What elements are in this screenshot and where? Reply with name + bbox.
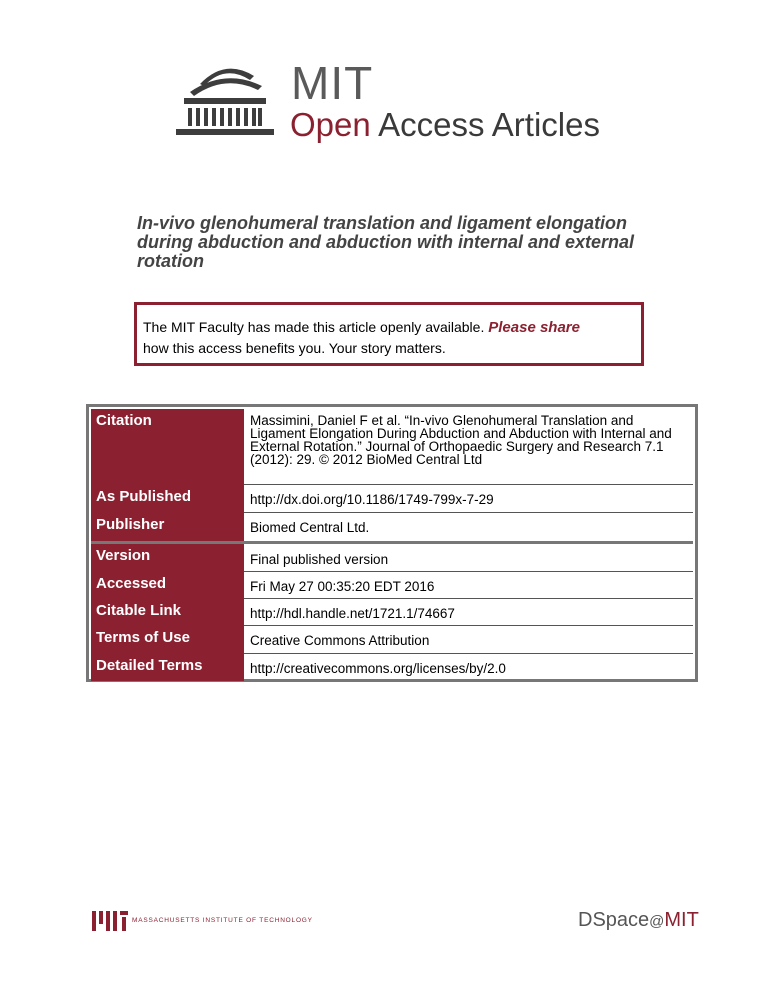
dspace-at: @ bbox=[649, 913, 665, 930]
terms-row bbox=[91, 626, 693, 654]
publisher-row bbox=[91, 513, 693, 541]
share-outro: how this access benefits you. Your story matters. bbox=[143, 340, 446, 356]
dspace-mit: MIT bbox=[664, 909, 699, 931]
mit-open-access-logo bbox=[172, 57, 602, 143]
citable-link-row bbox=[91, 599, 693, 626]
published-label: As Published bbox=[91, 485, 244, 513]
logo-access-articles-text: Access Articles bbox=[370, 106, 600, 143]
please-share-link[interactable]: Please share bbox=[488, 319, 580, 336]
dome-building-icon bbox=[172, 60, 278, 136]
terms-value: Creative Commons Attribution bbox=[244, 626, 693, 654]
publisher-value: Biomed Central Ltd. bbox=[250, 520, 370, 535]
logo-open-text: Open bbox=[290, 106, 371, 143]
accessed-value: Fri May 27 00:35:20 EDT 2016 bbox=[244, 572, 693, 599]
mit-logo-icon bbox=[92, 911, 128, 931]
footer-mit-logo bbox=[92, 911, 313, 931]
published-value[interactable]: http://dx.doi.org/10.1186/1749-799x-7-29 bbox=[244, 485, 693, 513]
detailed-terms-label: Detailed Terms bbox=[91, 654, 244, 681]
detailed-terms-value[interactable]: http://creativecommons.org/licenses/by/2.0 bbox=[250, 661, 506, 676]
share-box bbox=[134, 302, 644, 366]
detailed-terms-row bbox=[91, 654, 693, 681]
share-text bbox=[143, 317, 643, 358]
footer-institute-name: MASSACHUSETTS INSTITUTE OF TECHNOLOGY bbox=[132, 917, 313, 924]
dspace-text: DSpace bbox=[578, 909, 650, 931]
version-label: Version bbox=[91, 544, 244, 572]
citation-row bbox=[91, 409, 693, 485]
citable-link-label: Citable Link bbox=[91, 599, 244, 626]
publisher-label: Publisher bbox=[91, 513, 244, 541]
share-intro: The MIT Faculty has made this article openly available. bbox=[143, 319, 485, 335]
logo-subtitle bbox=[290, 108, 600, 142]
metadata-table bbox=[86, 404, 698, 682]
citation-value: Massimini, Daniel F et al. “In-vivo Glenohumeral Translation and Ligament Elongation During Abduction and Abduction with Internal and External Rotation.” Journal of Orthopaedic Surgery and Research 7.1 (2012): 29. © 2012 BioMed Central Ltd bbox=[244, 409, 693, 485]
accessed-row bbox=[91, 572, 693, 599]
citable-link-value[interactable]: http://hdl.handle.net/1721.1/74667 bbox=[244, 599, 693, 626]
published-row bbox=[91, 485, 693, 513]
version-value: Final published version bbox=[244, 544, 693, 572]
accessed-label: Accessed bbox=[91, 572, 244, 599]
terms-label: Terms of Use bbox=[91, 626, 244, 654]
logo-mit-text: MIT bbox=[291, 57, 374, 109]
version-row bbox=[91, 544, 693, 572]
dspace-logo bbox=[578, 909, 699, 932]
article-title: In-vivo glenohumeral translation and ligament elongation during abduction and abduction with internal and external rotation bbox=[137, 213, 635, 271]
citation-label: Citation bbox=[91, 409, 244, 485]
